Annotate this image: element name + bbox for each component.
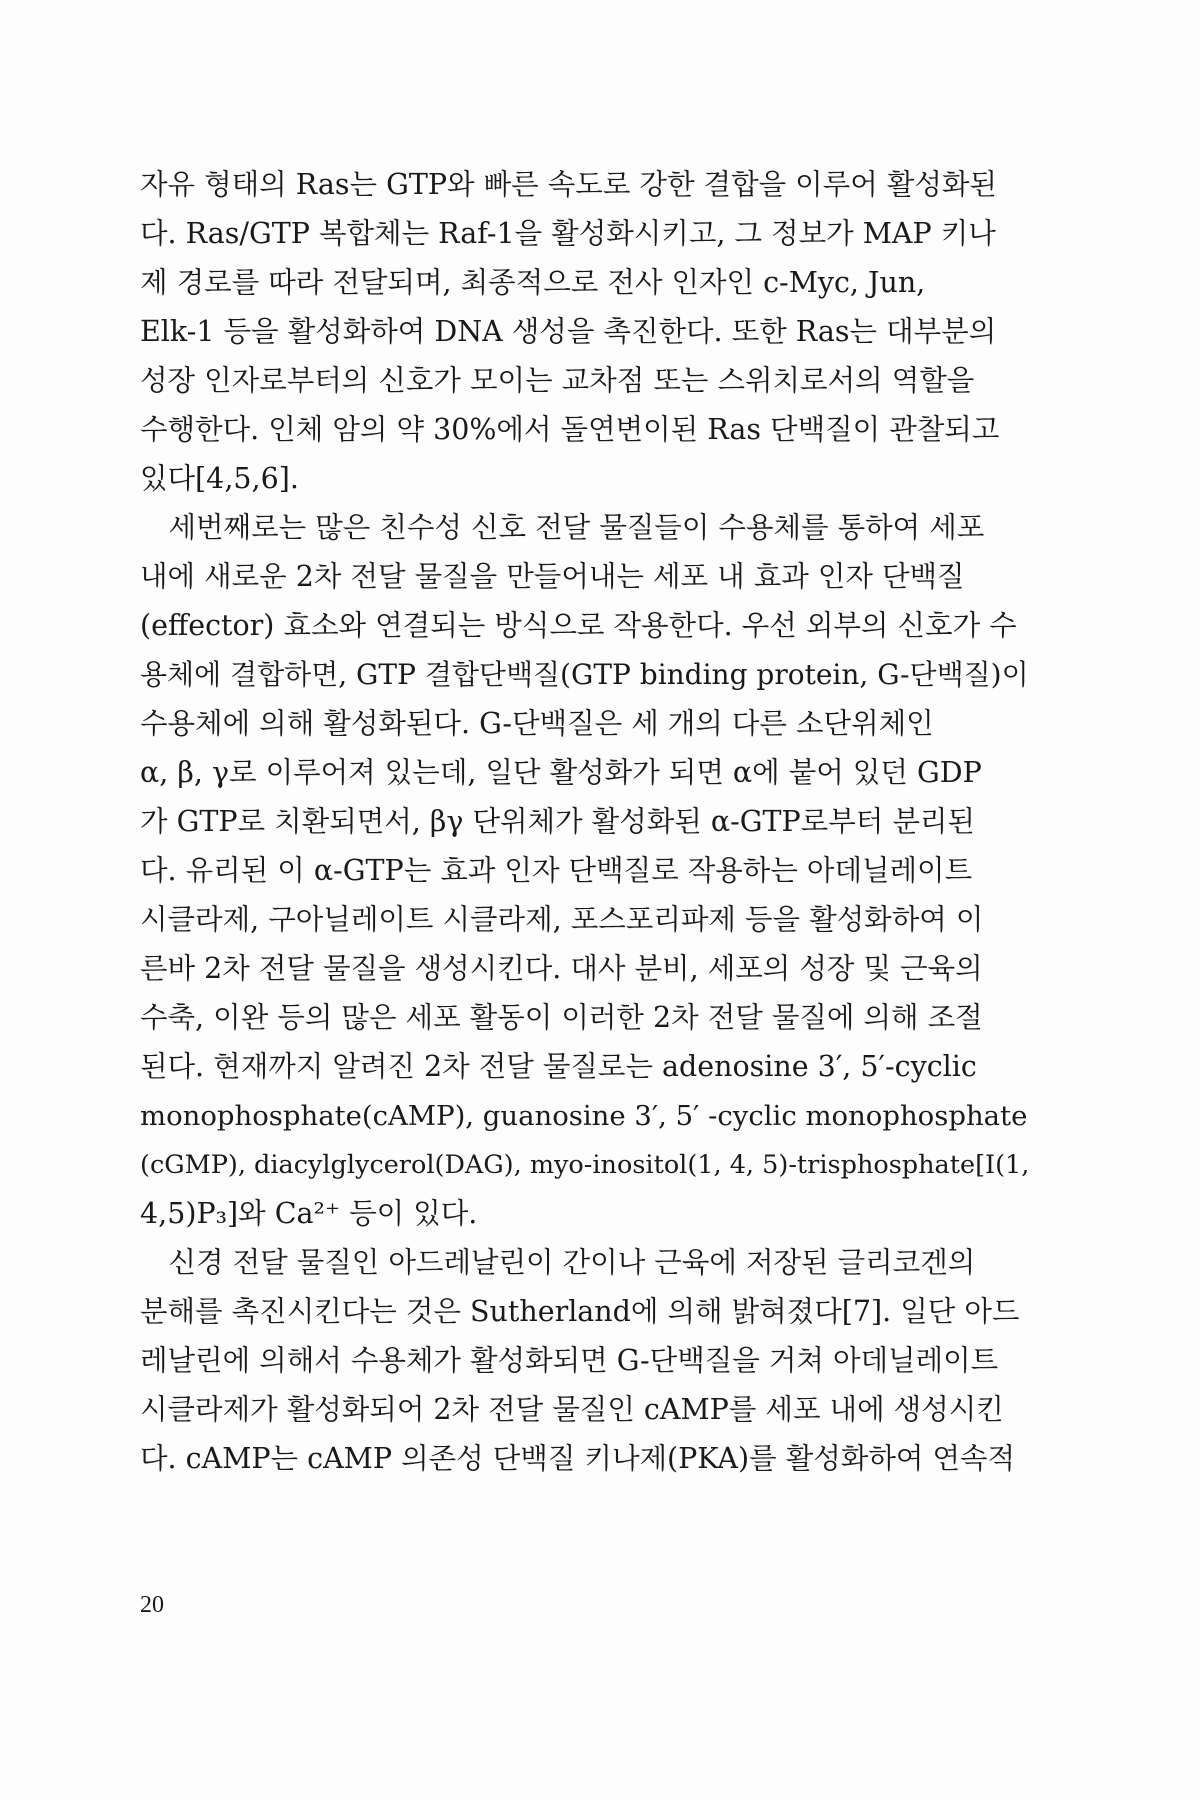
text-line: 레날린에 의해서 수용체가 활성화되면 G-단백질을 거쳐 아데닐레이트 bbox=[140, 1344, 999, 1377]
text-line: 용체에 결합하면, GTP 결합단백질(GTP binding protein, G-단백질)이 bbox=[140, 658, 1029, 691]
text-line: 제 경로를 따라 전달되며, 최종적으로 전사 인자인 c-Myc, Jun, bbox=[140, 266, 926, 299]
text-line: 시클라제, 구아닐레이트 시클라제, 포스포리파제 등을 활성화하여 이 bbox=[140, 903, 984, 936]
text-line: 수행한다. 인체 암의 약 30%에서 돌연변이된 Ras 단백질이 관찰되고 bbox=[140, 413, 1000, 446]
text-line: 다. 유리된 이 α-GTP는 효과 인자 단백질로 작용하는 아데닐레이트 bbox=[140, 854, 973, 887]
text-line: 른바 2차 전달 물질을 생성시킨다. 대사 분비, 세포의 성장 및 근육의 bbox=[140, 952, 983, 985]
text-line: 성장 인자로부터의 신호가 모이는 교차점 또는 스위치로서의 역할을 bbox=[140, 364, 975, 397]
text-line: 내에 새로운 2차 전달 물질을 만들어내는 세포 내 효과 인자 단백질 bbox=[140, 560, 965, 593]
text-line: 자유 형태의 Ras는 GTP와 빠른 속도로 강한 결합을 이루어 활성화된 bbox=[140, 168, 997, 201]
text-line: (cGMP), diacylglycerol(DAG), myo-inositol(1, 4, 5)-trisphosphate[I(1, bbox=[140, 1150, 1030, 1180]
text-line: 수용체에 의해 활성화된다. G-단백질은 세 개의 다른 소단위체인 bbox=[140, 707, 934, 740]
page-number: 20 bbox=[140, 1592, 164, 1618]
text-line: 수축, 이완 등의 많은 세포 활동이 이러한 2차 전달 물질에 의해 조절 bbox=[140, 1001, 983, 1034]
text-line: monophosphate(cAMP), guanosine 3′, 5′ -cyclic monophosphate bbox=[140, 1100, 1028, 1132]
text-line: Elk-1 등을 활성화하여 DNA 생성을 촉진한다. 또한 Ras는 대부분의 bbox=[140, 315, 997, 348]
text-line: 다. cAMP는 cAMP 의존성 단백질 키나제(PKA)를 활성화하여 연속적 bbox=[140, 1442, 1016, 1475]
text-line: 신경 전달 물질인 아드레날린이 간이나 근육에 저장된 글리코겐의 bbox=[140, 1246, 976, 1279]
text-line: 있다[4,5,6]. bbox=[140, 462, 299, 495]
text-line: 다. Ras/GTP 복합체는 Raf-1을 활성화시키고, 그 정보가 MAP 키나 bbox=[140, 217, 996, 250]
text-line: 시클라제가 활성화되어 2차 전달 물질인 cAMP를 세포 내에 생성시킨 bbox=[140, 1393, 1004, 1426]
text-line: 분해를 촉진시킨다는 것은 Sutherland에 의해 밝혀졌다[7]. 일단 아드 bbox=[140, 1295, 1020, 1328]
text-line: 세번째로는 많은 친수성 신호 전달 물질들이 수용체를 통하여 세포 bbox=[140, 511, 985, 544]
text-line: 된다. 현재까지 알려진 2차 전달 물질로는 adenosine 3′, 5′-cyclic bbox=[140, 1050, 977, 1083]
text-line: 4,5)P₃]와 Ca²⁺ 등이 있다. bbox=[140, 1197, 478, 1230]
text-line: α, β, γ로 이루어져 있는데, 일단 활성화가 되면 α에 붙어 있던 GDP bbox=[140, 756, 982, 789]
text-line: 가 GTP로 치환되면서, βγ 단위체가 활성화된 α-GTP로부터 분리된 bbox=[140, 805, 975, 838]
text-line: (effector) 효소와 연결되는 방식으로 작용한다. 우선 외부의 신호가 수 bbox=[140, 609, 1017, 642]
